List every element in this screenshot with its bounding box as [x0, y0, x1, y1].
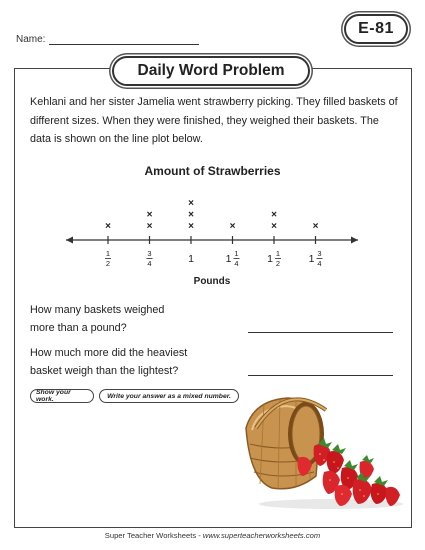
tick-label-denominator: 4 — [317, 259, 322, 268]
hint-mixed-number: Write your answer as a mixed number. — [99, 389, 239, 403]
question-2-line-1: How much more did the heaviest — [30, 347, 188, 359]
plot-x-mark: × — [312, 221, 319, 232]
answer-line-1[interactable] — [248, 332, 393, 333]
tick-label-numerator: 1 — [234, 249, 239, 258]
right-arrow-icon — [351, 237, 358, 244]
tick-label — [147, 249, 153, 268]
plot-x-mark: × — [229, 221, 236, 232]
tick-label — [188, 253, 194, 265]
plot-x-mark: × — [105, 221, 111, 232]
tick-label-denominator: 2 — [105, 259, 111, 268]
word-problem-text: Kehlani and her sister Jamelia went strawberry picking. They filled baskets of different sizes. When they were finished, they weighed their baskets. The data is shown on the line plot below. — [30, 96, 398, 145]
worksheet-code: E-81 — [358, 20, 394, 37]
plot-x-mark: × — [188, 209, 194, 221]
question-1-line-2: more than a pound? — [30, 321, 127, 334]
question-1 — [30, 302, 230, 337]
tick-label — [105, 249, 111, 268]
tick-label-denominator: 4 — [234, 259, 239, 268]
answer-line-2[interactable] — [248, 375, 393, 376]
tick-label-numerator: 1 — [275, 249, 281, 258]
question-2 — [30, 345, 230, 380]
plot-x-mark: × — [271, 221, 277, 232]
name-label: Name: — [16, 34, 46, 45]
footer-url: www.superteacherworksheets.com — [202, 531, 321, 540]
tick-label-whole: 1 — [308, 253, 315, 265]
x-axis-label: Pounds — [193, 276, 231, 287]
page-title: Daily Word Problem — [137, 62, 285, 79]
tick-label-denominator: 4 — [147, 259, 152, 268]
plot-x-mark: × — [146, 209, 153, 221]
footer-prefix: Super Teacher Worksheets - — [104, 531, 203, 540]
tick-label-whole: 1 — [267, 253, 273, 265]
plot-x-mark: × — [146, 221, 153, 232]
tick-label-numerator: 3 — [317, 249, 322, 258]
tick-label — [309, 249, 323, 268]
tick-label-denominator: 2 — [275, 259, 281, 268]
plot-title: Amount of Strawberries — [144, 164, 281, 178]
plot-x-mark: × — [188, 221, 194, 232]
tick-label-numerator: 3 — [147, 249, 152, 258]
question-2-line-2: basket weigh than the lightest? — [30, 364, 179, 377]
plot-x-mark: × — [271, 209, 277, 221]
question-1-line-1: How many baskets weighed — [30, 304, 165, 316]
tick-label-whole: 1 — [188, 253, 194, 265]
tick-label — [267, 249, 281, 268]
hint-show-work: Show your work. — [30, 389, 94, 403]
tick-label-numerator: 1 — [105, 249, 111, 258]
left-arrow-icon — [66, 237, 73, 244]
tick-label — [226, 249, 240, 268]
footer — [0, 531, 425, 540]
strawberry-basket-image — [236, 388, 406, 510]
plot-x-mark: × — [188, 198, 194, 209]
tick-label-whole: 1 — [225, 253, 232, 265]
number-line — [66, 237, 358, 244]
